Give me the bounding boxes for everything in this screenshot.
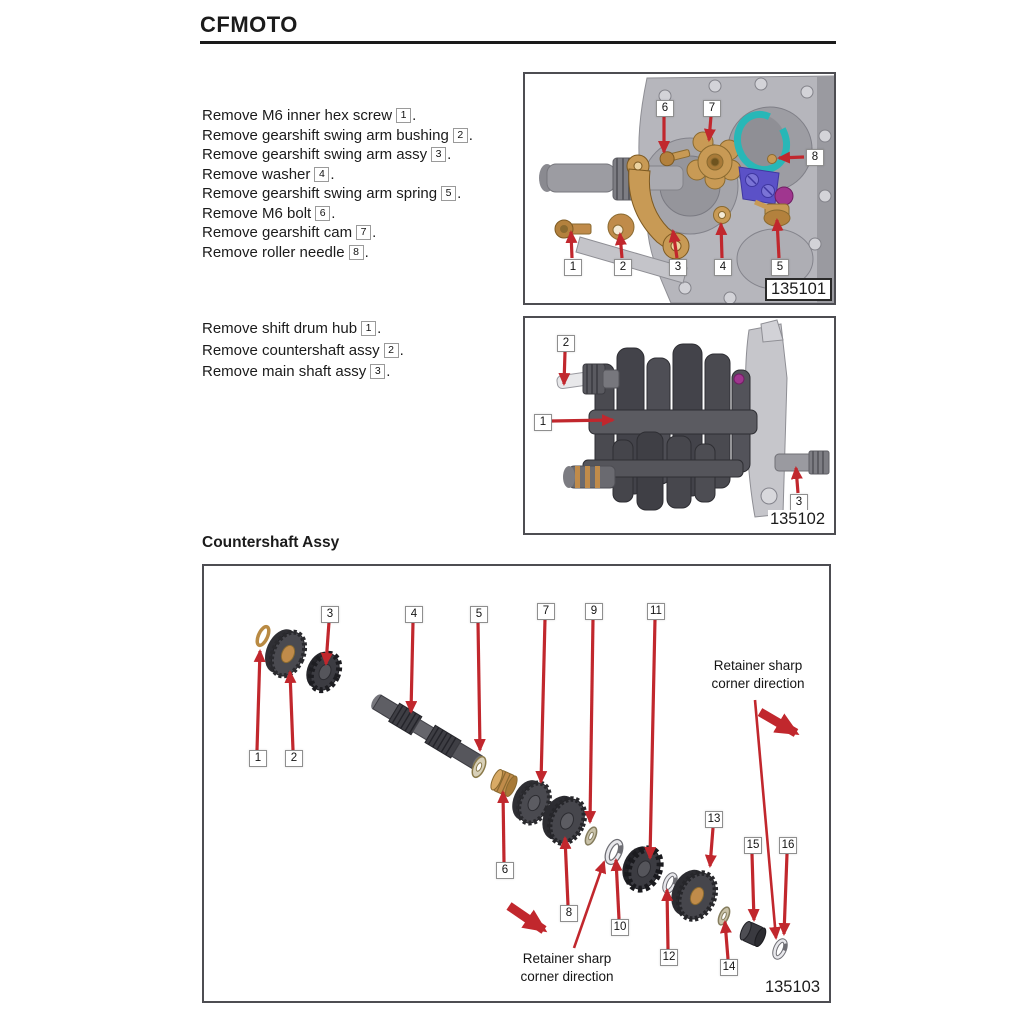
callout-box: 4 [714, 259, 732, 276]
step-period: . [457, 185, 462, 202]
callout-box: 16 [779, 837, 797, 854]
m6-inner-hex-screw [555, 220, 591, 238]
callout-box: 9 [585, 603, 603, 620]
purple-bracket-plate [739, 167, 779, 204]
part-4-countershaft [368, 691, 488, 774]
callout-box: 8 [806, 149, 824, 166]
step-text: Remove M6 inner hex screw [202, 107, 393, 124]
retainer-direction-note-top [700, 657, 816, 692]
part-11-gear-hub [616, 841, 666, 894]
spline-end [809, 451, 829, 474]
washer-part4 [714, 207, 731, 224]
step-text: Remove gearshift swing arm bushing [202, 126, 449, 144]
step-period: . [468, 126, 473, 144]
callout-box: 1 [564, 259, 582, 276]
part-9-washer [583, 825, 599, 846]
part-3-gear-hub [301, 647, 345, 694]
step-text: Remove shift drum hub [202, 320, 358, 337]
bracket-hole [761, 488, 777, 504]
step-line [202, 106, 473, 126]
inline-callout-ref: 7 [356, 225, 371, 240]
callout-box: 7 [703, 100, 721, 117]
inline-callout-ref: 2 [384, 343, 399, 358]
note-line: Retainer sharp [713, 658, 803, 673]
magenta-plug [734, 374, 744, 384]
callout-box: 1 [249, 750, 267, 767]
input-shaft [547, 164, 615, 192]
callout-box: 6 [496, 862, 514, 879]
crankcase-edge [817, 76, 834, 303]
step-period: . [330, 165, 335, 183]
inline-callout-ref: 3 [370, 364, 385, 379]
inline-callout-ref: 1 [396, 108, 411, 123]
step-text: Remove washer [202, 165, 311, 183]
callout-box: 3 [790, 494, 808, 511]
part-15-bushing [738, 920, 768, 948]
removal-steps-shafts [202, 318, 404, 383]
step-line [202, 340, 404, 362]
step-line [202, 223, 473, 243]
callout-box: 5 [470, 606, 488, 623]
callout-box: 5 [771, 259, 789, 276]
step-period: . [372, 224, 377, 241]
figure-135101 [523, 72, 836, 305]
step-text: Remove countershaft assy [202, 341, 380, 359]
inline-callout-ref: 5 [441, 186, 456, 201]
callout-box: 3 [669, 259, 687, 276]
step-line [202, 165, 473, 185]
step-period: . [399, 341, 404, 359]
step-line [202, 243, 473, 263]
part-16-retainer [772, 939, 788, 959]
figure-135102 [523, 316, 836, 535]
callout-box: 2 [614, 259, 632, 276]
inline-callout-ref: 8 [349, 245, 364, 260]
magenta-detent [775, 187, 793, 205]
inline-callout-ref: 2 [453, 128, 468, 143]
inline-callout-ref: 3 [431, 147, 446, 162]
step-text: Remove main shaft assy [202, 363, 367, 380]
callout-box: 15 [744, 837, 762, 854]
callout-box: 6 [656, 100, 674, 117]
countershaft-exploded-illustration [204, 566, 829, 1001]
step-line [202, 126, 473, 146]
callout-box: 2 [557, 335, 575, 352]
inline-callout-ref: 6 [315, 206, 330, 221]
step-line [202, 318, 404, 340]
figure-number: 135102 [769, 510, 825, 528]
callout-box: 13 [705, 811, 723, 828]
figure-135103 [202, 564, 831, 1003]
step-line [202, 361, 404, 383]
note-line: Retainer sharp [522, 951, 612, 966]
callout-box: 14 [720, 959, 738, 976]
note-line: corner direction [520, 968, 614, 984]
section-heading: Countershaft Assy [202, 534, 340, 551]
step-period: . [386, 363, 391, 380]
callout-box: 1 [534, 414, 552, 431]
step-period: . [331, 204, 336, 222]
callout-box: 8 [560, 905, 578, 922]
removal-steps-gearshift [202, 106, 473, 262]
inline-callout-ref: 1 [361, 321, 376, 336]
step-period: . [364, 243, 369, 261]
step-line [202, 145, 473, 165]
callout-box: 10 [611, 919, 629, 936]
step-text: Remove gearshift swing arm assy [202, 146, 428, 163]
brand-title: CFMOTO [200, 12, 298, 37]
part-10-retainer [605, 840, 624, 865]
retainer-direction-note-bottom [509, 950, 625, 985]
step-line [202, 204, 473, 224]
step-period: . [412, 107, 417, 124]
callout-box: 12 [660, 949, 678, 966]
callout-box: 3 [321, 606, 339, 623]
inline-callout-ref: 4 [314, 167, 329, 182]
callout-box: 7 [537, 603, 555, 620]
figure-number: 135101 [765, 278, 832, 301]
callout-box: 11 [647, 603, 665, 620]
bracket-tab [761, 320, 783, 342]
step-text: Remove gearshift cam [202, 224, 353, 241]
part-2-gear [259, 624, 312, 681]
callout-box: 4 [405, 606, 423, 623]
step-text: Remove roller needle [202, 243, 345, 261]
countershaft-left-end [563, 466, 615, 488]
figure-number: 135103 [764, 978, 820, 996]
step-period: . [447, 146, 452, 163]
note-line: corner direction [711, 675, 805, 691]
callout-box: 2 [285, 750, 303, 767]
step-text: Remove gearshift swing arm spring [202, 185, 438, 202]
step-line [202, 184, 473, 204]
roller-needle [768, 155, 777, 164]
header-divider [200, 41, 836, 44]
step-period: . [377, 320, 382, 337]
step-text: Remove M6 bolt [202, 204, 312, 222]
